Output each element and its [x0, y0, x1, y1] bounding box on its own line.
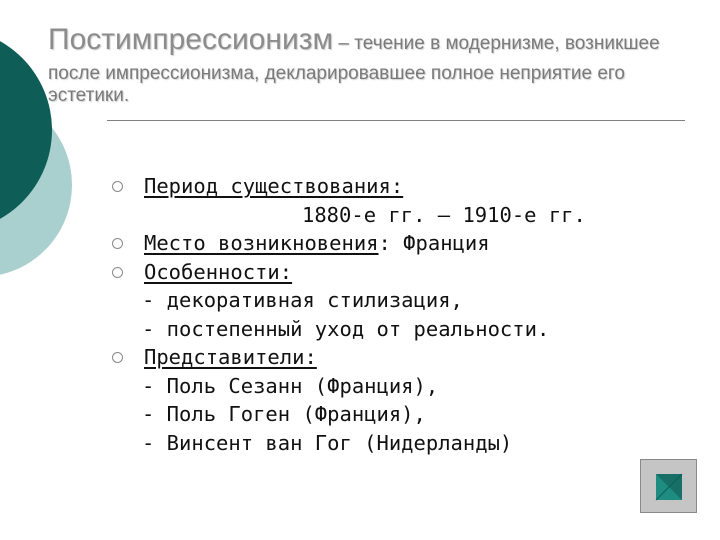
- list-item-representatives: [112, 343, 672, 372]
- list-item-features: [112, 258, 672, 287]
- return-nav-button[interactable]: [640, 459, 697, 513]
- feature-text: - декоративная стилизация,: [142, 288, 463, 312]
- features-label: Особенности:: [144, 259, 293, 284]
- slide-title: [48, 22, 708, 107]
- representative-text: - Поль Гоген (Франция),: [142, 402, 426, 426]
- period-label: Период существования:: [144, 174, 404, 198]
- feature-text: - постепенный уход от реальности.: [142, 316, 550, 341]
- period-value: 1880-е гг. – 1910-е гг.: [302, 202, 586, 227]
- title-divider: [107, 120, 685, 121]
- representative-text: - Винсент ван Гог (Нидерланды): [142, 430, 513, 455]
- representative-text: - Поль Сезанн (Франция),: [142, 373, 439, 398]
- title-continuation: после импрессионизма, декларировавшее полное неприятие его эстетики.: [48, 63, 625, 106]
- feature-line: [112, 286, 672, 315]
- bullet-icon: [112, 267, 123, 278]
- list-item-place: [112, 229, 672, 258]
- feature-line: [112, 315, 672, 344]
- representative-line: [112, 372, 672, 401]
- bullet-icon: [112, 181, 123, 192]
- representatives-label: Представители:: [144, 345, 317, 369]
- bullet-icon: [112, 352, 123, 363]
- place-label: Место возникновения: [144, 231, 379, 255]
- period-value-line: [112, 201, 672, 230]
- return-arrow-icon: [641, 460, 696, 512]
- representative-line: [112, 429, 672, 458]
- representative-line: [112, 400, 672, 429]
- place-value: : Франция: [378, 231, 490, 255]
- slide-content: [112, 172, 672, 457]
- title-rest: – течение в модернизме, возникшее: [333, 33, 660, 54]
- list-item-period: [112, 172, 672, 201]
- bullet-icon: [112, 238, 123, 249]
- title-main: Постимпрессионизм: [48, 23, 334, 56]
